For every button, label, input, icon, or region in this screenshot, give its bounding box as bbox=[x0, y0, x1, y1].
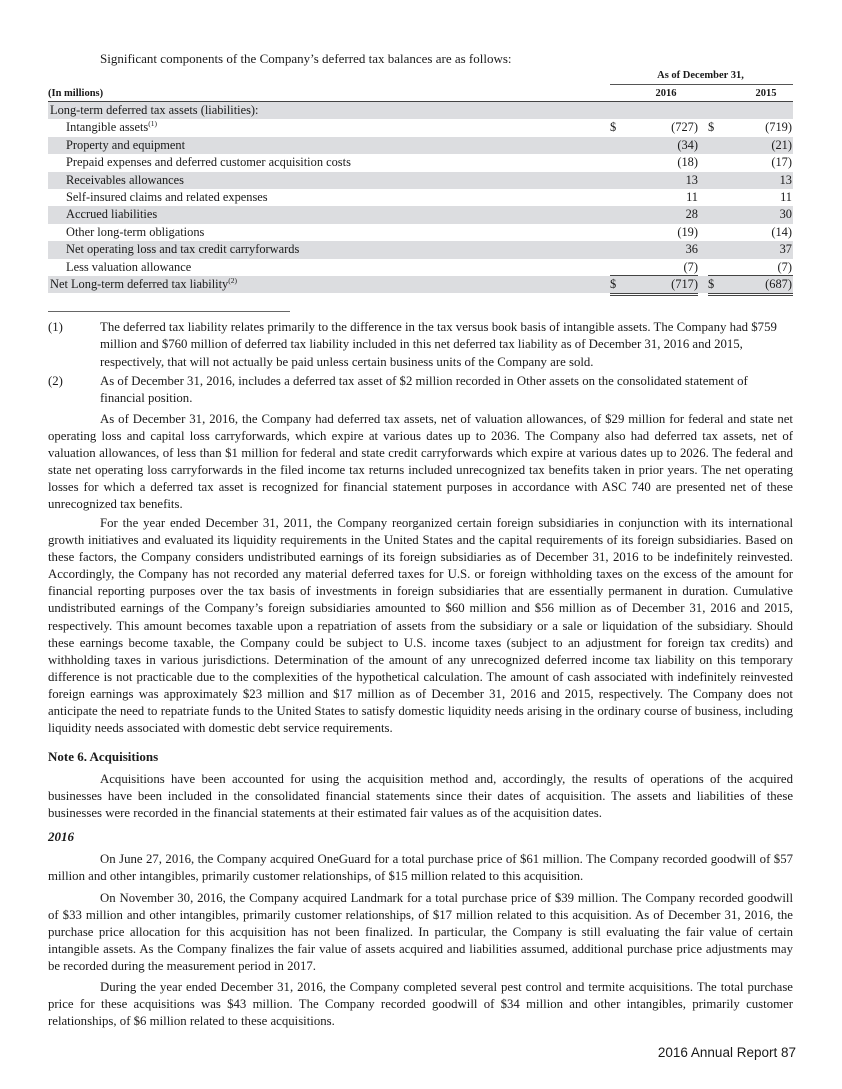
row-label: Less valuation allowance bbox=[66, 259, 192, 274]
row-label: Intangible assets$^{(1)}$ bbox=[66, 119, 157, 135]
column-header-row bbox=[48, 88, 793, 101]
note-6-heading: Note 6. Acquisitions bbox=[48, 749, 159, 764]
table-row bbox=[48, 172, 793, 189]
row-label: Other long-term obligations bbox=[66, 224, 205, 239]
paragraph-oneguard: On June 27, 2016, the Company acquired OneGuard for a total purchase price of $61 million. The Company recorded goodwill of $57 million and other intangibles, primarily customer relationships, of $15 million related to this acquisition. bbox=[48, 852, 793, 884]
footnote-marker: (2) bbox=[228, 275, 237, 285]
value-2015: 13 bbox=[779, 172, 792, 187]
paragraph-foreign-earnings: For the year ended December 31, 2011, the Company reorganized certain foreign subsidiaries in conjunction with its international growth initiatives and evaluated its liquidity requirements in the United States and the capital requirements of its foreign subsidiaries. Based on these factors, the Company considers undistributed earnings of its foreign subsidiaries as of December 31, 2016 to be indefinitely reinvested. Accordingly, the Company has not recorded any material deferred taxes for U.S. or foreign withholding taxes on the excess of the amount for financial reporting purposes over the tax basis of investments in foreign subsidiaries that are essentially permanent in duration. Cumulative undistributed earnings of the Company’s foreign subsidiaries amounted to $60 million and $56 million as of December 31, 2016 and 2015, respectively. This amount becomes taxable upon a repatriation of assets from the subsidiary or a sale or liquidation of the subsidiary. Should these earnings become taxable, the Company could be subject to U.S. income taxes (subject to an adjustment for foreign tax credits) and withholding taxes in various jurisdictions. Determination of the amount of any unrecognized deferred income tax liability on this temporary difference is not practicable due to the complexities of the hypothetical calculation. The amount of cash associated with indefinitely reinvested foreign earnings was approximately $23 million and $17 million as of December 31, 2016 and 2015, respectively. The Company does not anticipate the need to repatriate funds to the United States to satisfy domestic liquidity needs arising in the ordinary course of business, including liquidity needs associated with domestic debt service requirements. bbox=[48, 516, 793, 736]
row-label: Property and equipment bbox=[66, 137, 186, 152]
year-2015-header: 2015 bbox=[755, 88, 777, 99]
value-2015: (21) bbox=[771, 137, 792, 152]
paragraph-nol: As of December 31, 2016, the Company had deferred tax assets, net of valuation allowances, of $29 million for federal and state net operating loss and capital loss carryforwards, which expire at various dates up to 2036. The Company also had deferred tax assets, net of valuation allowances, of less than $1 million for federal and state credit carryforwards which expire at various dates up to 2026. The federal and state net operating loss carryforwards in the filed income tax returns included unrecognized tax benefits taken in prior years. The net operating losses for which a deferred tax asset is recognized for financial statement purposes in accordance with ASC 740 are presented net of these unrecognized tax benefits. bbox=[48, 412, 793, 512]
footnote-2 bbox=[48, 373, 793, 408]
value-2015: (7) bbox=[777, 259, 792, 274]
footnote-number: (1) bbox=[48, 320, 63, 334]
table-body bbox=[48, 102, 793, 293]
table-row bbox=[48, 137, 793, 154]
footnote-marker: (1) bbox=[148, 119, 157, 129]
value-2016: 28 bbox=[685, 207, 698, 222]
paragraph-acquisitions: Acquisitions have been accounted for using the acquisition method and, accordingly, the results of operations of the acquired businesses have been included in the consolidated financial statements since their dates of acquisition. The assets and liabilities of these businesses were recorded in the financial statements at their estimated fair values as of the acquisition dates. bbox=[48, 772, 793, 821]
value-2015: 37 bbox=[779, 242, 792, 257]
as-of-header: As of December 31, bbox=[657, 70, 744, 81]
total-double-rule bbox=[708, 293, 793, 296]
value-2016: (727) bbox=[671, 120, 698, 135]
table-row bbox=[48, 189, 793, 206]
value-2016: (18) bbox=[677, 155, 698, 170]
table-row bbox=[48, 224, 793, 241]
value-2016: 36 bbox=[685, 242, 698, 257]
row-label: Long-term deferred tax assets (liabilities): bbox=[50, 103, 259, 117]
table-row bbox=[48, 206, 793, 223]
value-2015: 30 bbox=[779, 207, 792, 222]
year-2016-header: 2016 bbox=[655, 88, 677, 99]
row-label: Net operating loss and tax credit carryforwards bbox=[66, 242, 300, 257]
currency-2016: $ bbox=[610, 120, 617, 135]
table-row bbox=[48, 119, 793, 136]
table-intro: Significant components of the Company’s deferred tax balances are as follows: bbox=[100, 51, 512, 66]
value-2016: (7) bbox=[683, 259, 698, 274]
paragraph-pest-control: During the year ended December 31, 2016, the Company completed several pest control and termite acquisitions. The total purchase price for these acquisitions was $43 million. The Company recorded goodwill of $34 million and other intangibles, primarily customer relationships, of $6 million related to these acquisitions. bbox=[48, 980, 793, 1029]
header-underline bbox=[610, 84, 793, 85]
table-row bbox=[48, 154, 793, 171]
paragraph-landmark: On November 30, 2016, the Company acquired Landmark for a total purchase price of $39 million. The Company recorded goodwill of $33 million and other intangibles, primarily customer relationships, of $17 million related to this acquisition. As of December 31, 2016, the purchase price allocation for this acquisition has not been finalized. In particular, the Company is still evaluating the fair value of certain intangible assets. As the Company finalizes the fair value of assets acquired and liabilities assumed, additional purchase price adjustments may be recorded during the measurement period in 2017. bbox=[48, 891, 793, 974]
value-2015: (14) bbox=[771, 224, 792, 239]
footnote-text: The deferred tax liability relates primarily to the difference in the tax versus book basis of intangible assets. The Company had $759 million and $760 million of deferred tax liability included in this net deferred tax liability as of December 31, 2016 and 2015, respectively, that will not actually be paid unless certain business units of the Company are sold. bbox=[100, 320, 777, 369]
total-double-rule bbox=[610, 293, 698, 296]
row-label: Prepaid expenses and deferred customer acquisition costs bbox=[66, 155, 351, 170]
table-row bbox=[48, 241, 793, 258]
unit-label: (In millions) bbox=[48, 88, 104, 99]
value-2015: (719) bbox=[765, 120, 792, 135]
table-row bbox=[48, 259, 793, 276]
row-label: Accrued liabilities bbox=[66, 207, 158, 222]
footnote-rule bbox=[48, 311, 290, 312]
page-footer: 2016 Annual Report 87 bbox=[657, 1045, 796, 1060]
row-label: Net Long-term deferred tax liability$^{(2)}$ bbox=[50, 275, 237, 291]
table-row bbox=[48, 102, 793, 119]
value-2016: (34) bbox=[677, 137, 698, 152]
currency-2015: $ bbox=[708, 120, 715, 135]
row-label: Receivables allowances bbox=[66, 172, 185, 187]
footnote-1 bbox=[48, 319, 793, 371]
currency-2015: $ bbox=[708, 276, 715, 291]
row-label: Self-insured claims and related expenses bbox=[66, 189, 268, 204]
footnote-number: (2) bbox=[48, 374, 63, 388]
value-2016: 11 bbox=[686, 189, 698, 204]
value-2015: (17) bbox=[771, 155, 792, 170]
currency-2016: $ bbox=[610, 276, 617, 291]
footnote-text: As of December 31, 2016, includes a deferred tax asset of $2 million recorded in Other assets on the consolidated statement of financial position. bbox=[100, 374, 748, 406]
value-2015: 11 bbox=[780, 189, 792, 204]
value-2016: 13 bbox=[685, 172, 698, 187]
table-row bbox=[48, 276, 793, 293]
value-2016: (19) bbox=[677, 224, 698, 239]
value-2015: (687) bbox=[765, 276, 792, 291]
year-heading: 2016 bbox=[48, 829, 74, 844]
value-2016: (717) bbox=[671, 276, 698, 291]
